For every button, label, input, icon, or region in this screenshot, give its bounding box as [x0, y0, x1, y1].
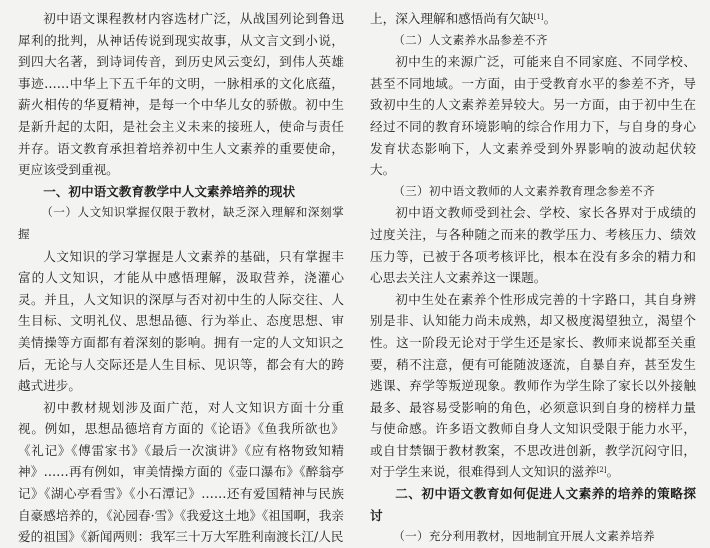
- student-text: 初中生处在素养个性形成完善的十字路口，其自身辨别是非、认知能力尚未成熟，却又极度渴望独立，渴望个性。这一阶段无论对于学生还是家长、教师来说都至关重要，稍不注意，便有可能随波逐流，自暴自弃，甚至发生逃课、弃学等叛逆现象。教师作为学生除了家长以外接触最多、最容易受影响的角色，必须意识到自身的榜样力量与使命感。许多语文教师自身人文知识受限于能力水平，或自甘禁锢于教材教案，不思改进创新，教学沉闷守旧，对于学生来说，很难得到人文知识的滋养: [370, 291, 696, 480]
- right-column: [370, 8, 696, 544]
- teacher-paragraph: 初中语文教师受到社会、学校、家长各界对于成绩的过度关注，与各种随之而来的教学压力、考核压力、绩效压力等，已被于各项考核评比，根本在没有多余的精力和心思去关注人文素养这一课题。: [370, 205, 696, 286]
- student-paragraph: [370, 289, 696, 483]
- material-paragraph: 初中教材规划涉及面广范，对人文知识方面十分重视。例如，思想品德培育方面的《论语》《鱼我所欲也》《礼记》《傅雷家书》《最后一次演讲》《应有格物致知精神》……再有例如，审美情操方面的《壶口瀑布》《醉翁亭记》《湖心亭看雪》《小石潭记》……还有爱国精神与民族自豪感培养的，《沁园春·雪》《我爱这土地》《祖国啊，我亲爱的祖国》《新闻两则：我军三十万大军胜利南渡长江/人民: [18, 399, 344, 545]
- left-column: [18, 8, 344, 545]
- continued-text-end: 。: [543, 11, 557, 26]
- knowledge-paragraph: 人文知识的学习掌握是人文素养的基础，只有掌握丰富的人文知识，才能从中感悟理解，汲取营养，浇灌心灵。并且，人文知识的深厚与否对初中生的人际交往、人生目标、文明礼仪、思想品德、行为举止、态度思想、审美情操等方面都有着深刻的影响。拥有一定的人文知识之后，无论与人交际还是人生目标、见识等，都会有大的跨越式进步。: [18, 248, 344, 394]
- section-heading-1: 一、初中语文教育教学中人文素养培养的现状: [43, 183, 296, 199]
- continued-paragraph: [370, 8, 696, 30]
- subsection-heading-1: （一）人文知识掌握仅限于教材，缺乏深入理解和深刻掌握: [18, 205, 344, 241]
- continued-text: 上，深入理解和感悟尚有欠缺: [370, 11, 534, 26]
- level-paragraph: 初中生的来源广泛，可能来自不同家庭、不同学校、甚至不同地域。一方面，由于受教育水平的参差不齐，导致初中生的人文素养差异较大。另一方面，由于初中生在经过不同的教育环境影响的综合作用力下，与自身的身心发育状态影响下，人文素养受到外界影响的波动起伏较大。: [370, 54, 696, 178]
- student-text-end: 。: [606, 464, 620, 480]
- section-heading-2: 二、初中语文教育如何促进人文素养的培养的策略探讨: [370, 486, 696, 523]
- reference-marker-1: [1]: [533, 13, 544, 21]
- subsection-heading-2: （二）人文素养水品参差不齐: [393, 32, 548, 47]
- subsection-heading-3: （三）初中语文教师的人文素养教育理念参差不齐: [393, 183, 655, 198]
- subsection-heading-4: （一）充分利用教材，因地制宜开展人文素养培养: [393, 529, 655, 544]
- intro-paragraph: 初中语文课程教材内容选材广泛，从战国列论到鲁迅犀利的批判，从神话传说到现实故事，从文言文到小说，到四大名著，到诗词传音，到历史风云变幻，到伟人英雄事迹……中华上下五千年的文明，一脉相承的文化底蕴，薪火相传的华夏精神，是每一个中华儿女的骄傲。初中生是新升起的太阳，是社会主义未来的接班人，使命与责任并存。语文教育承担着培养初中生人文素养的重要使命，更应该受到重视。: [18, 11, 344, 178]
- reference-marker-2: [2]: [596, 466, 607, 475]
